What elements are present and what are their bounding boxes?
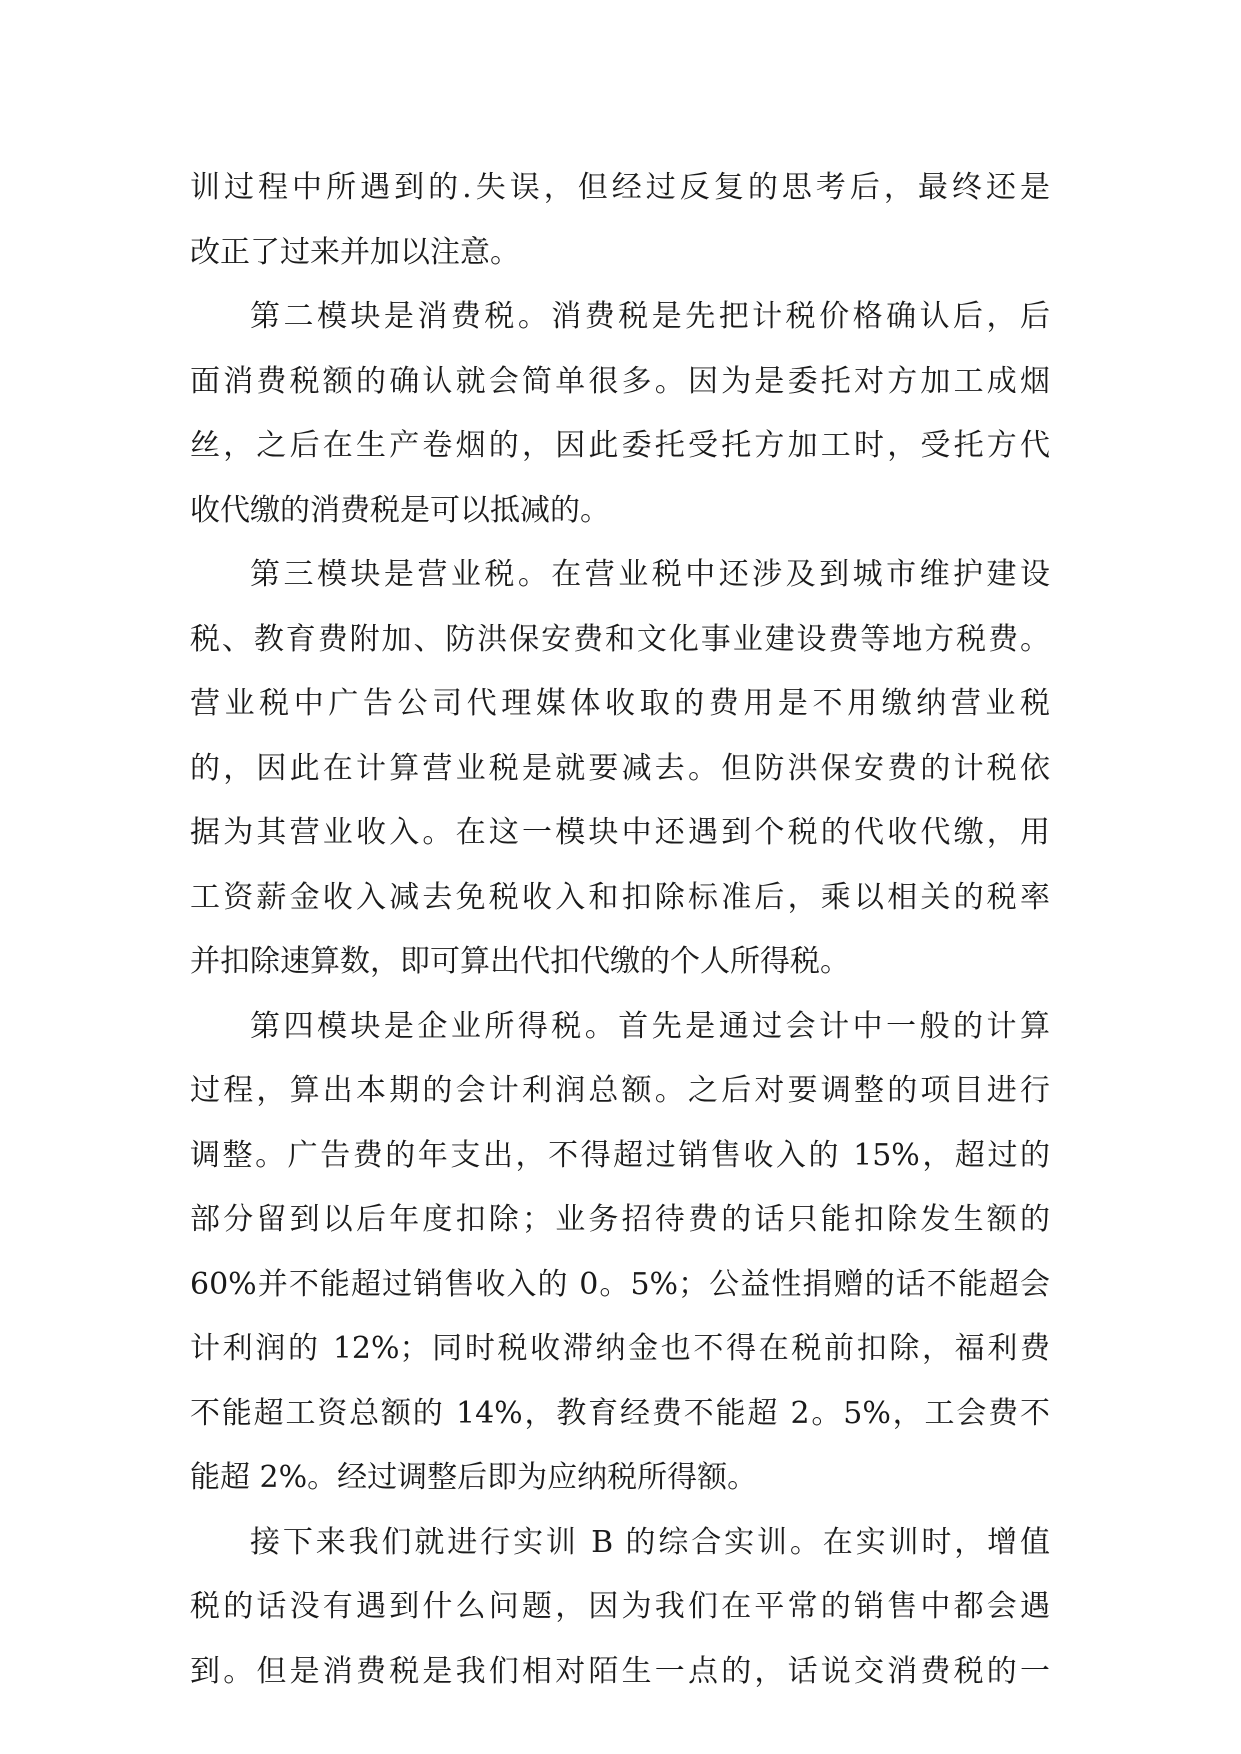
paragraph-line: 计利润的 12%；同时税收滞纳金也不得在税前扣除，福利费 (190, 1331, 1050, 1366)
paragraph-line: 丝，之后在生产卷烟的，因此委托受托方加工时，受托方代 (190, 428, 1050, 463)
paragraph-line: 改正了过来并加以注意。 (190, 234, 520, 270)
paragraph-line: 第三模块是营业税。在营业税中还涉及到城市维护建设 (250, 557, 1050, 592)
paragraph-line: 接下来我们就进行实训 B 的综合实训。在实训时，增值 (250, 1524, 1050, 1560)
paragraph-line: 部分留到以后年度扣除；业务招待费的话只能扣除发生额的 (190, 1202, 1050, 1237)
paragraph-line: 能超 2%。经过调整后即为应纳税所得额。 (190, 1460, 758, 1495)
paragraph-line: 60%并不能超过销售收入的 0。5%；公益性捐赠的话不能超会 (190, 1266, 1050, 1302)
paragraph-line: 工资薪金收入减去免税收入和扣除标准后，乘以相关的税率 (190, 879, 1050, 915)
paragraph-line: 据为其营业收入。在这一模块中还遇到个税的代收代缴，用 (190, 815, 1050, 850)
paragraph-line: 过程，算出本期的会计利润总额。之后对要调整的项目进行 (190, 1073, 1050, 1108)
paragraph-line: 收代缴的消费税是可以抵减的。 (190, 492, 610, 528)
paragraph-line: 的，因此在计算营业税是就要减去。但防洪保安费的计税依 (190, 750, 1050, 786)
paragraph-line: 营业税中广告公司代理媒体收取的费用是不用缴纳营业税 (190, 686, 1050, 721)
paragraph-line: 面消费税额的确认就会简单很多。因为是委托对方加工成烟 (190, 363, 1050, 399)
paragraph-line: 第四模块是企业所得税。首先是通过会计中一般的计算 (250, 1008, 1050, 1044)
paragraph-line: 税、教育费附加、防洪保安费和文化事业建设费等地方税费。 (190, 621, 1050, 657)
paragraph-line: 调整。广告费的年支出，不得超过销售收入的 15%，超过的 (190, 1137, 1050, 1173)
document-body (190, 156, 1050, 1704)
paragraph-line: 不能超工资总额的 14%，教育经费不能超 2。5%，工会费不 (190, 1395, 1050, 1431)
paragraph-line: 第二模块是消费税。消费税是先把计税价格确认后，后 (250, 299, 1050, 334)
paragraph-line: 税的话没有遇到什么问题，因为我们在平常的销售中都会遇 (190, 1589, 1050, 1624)
paragraph-line: 到。但是消费税是我们相对陌生一点的，话说交消费税的一 (190, 1653, 1050, 1689)
paragraph-line: 并扣除速算数，即可算出代扣代缴的个人所得税。 (190, 944, 850, 979)
paragraph-line: 训过程中所遇到的.失误，但经过反复的思考后，最终还是 (190, 170, 1050, 205)
